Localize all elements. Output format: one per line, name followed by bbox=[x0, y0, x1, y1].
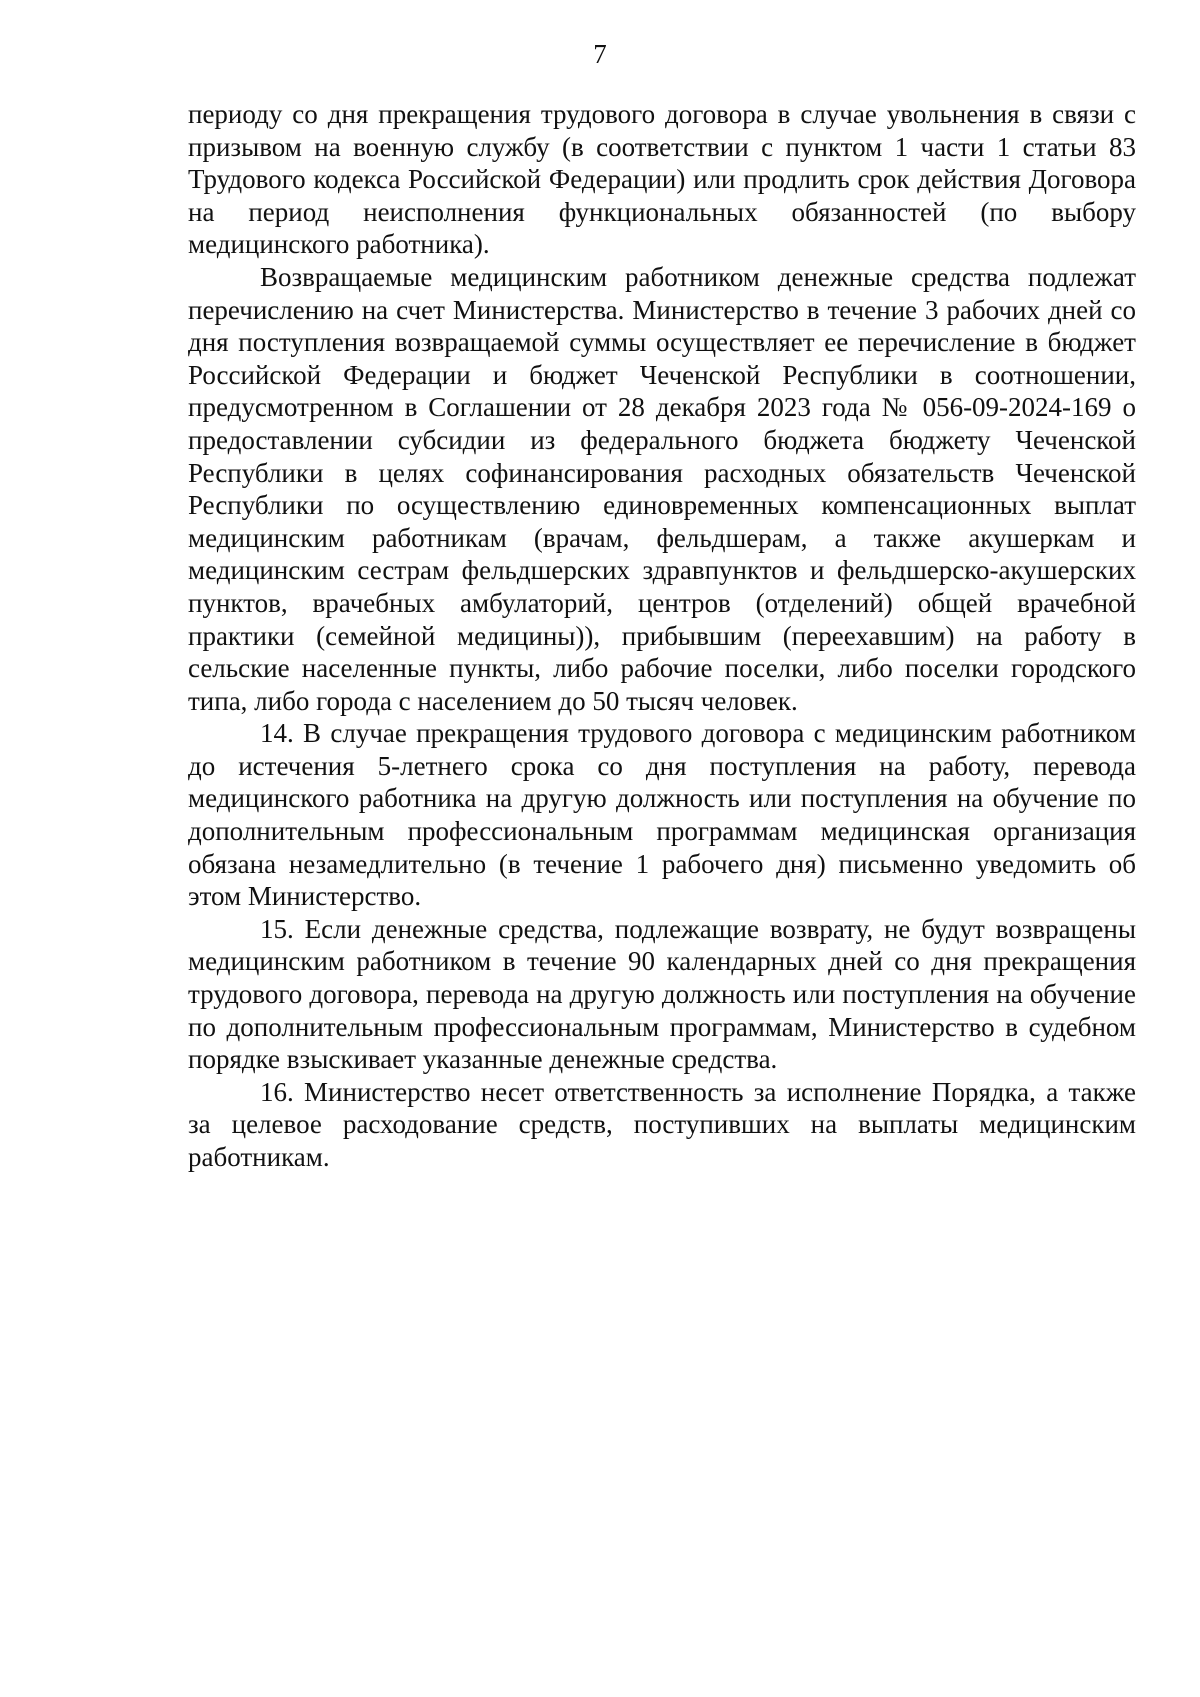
paragraph-14: 14. В случае прекращения трудового договора с медицинским работником до истечения 5-летнего срока со дня поступления на работу, перевода медицинского работника на другую должность или поступления на обучение по дополнительным профессиональным программам медицинская организация обязана незамедлительно (в течение 1 рабочего дня) письменно уведомить об этом Министерство. bbox=[188, 718, 1136, 912]
paragraph-15: 15. Если денежные средства, подлежащие возврату, не будут возвращены медицинским работником в течение 90 календарных дней со дня прекращения трудового договора, перевода на другую должность или поступления на обучение по дополнительным профессиональным программам, Министерство в судебном порядке взыскивает указанные денежные средства. bbox=[188, 913, 1136, 1075]
document-body bbox=[188, 98, 1136, 1174]
paragraph-continuation: периоду со дня прекращения трудового договора в случае увольнения в связи с призывом на военную службу (в соответствии с пунктом 1 части 1 статьи 83 Трудового кодекса Российской Федерации) или продлить срок действия Договора на период неисполнения функциональных обязанностей (по выбору медицинского работника). bbox=[188, 99, 1136, 260]
paragraph-16: 16. Министерство несет ответственность за исполнение Порядка, а также за целевое расходование средств, поступивших на выплаты медицинским работникам. bbox=[188, 1076, 1136, 1172]
paragraph-refund-transfer: Возвращаемые медицинским работником денежные средства подлежат перечислению на счет Министерства. Министерство в течение 3 рабочих дней со дня поступления возвращаемой суммы осуществляет ее перечисление в бюджет Российской Федерации и бюджет Чеченской Республики в соотношении, предусмотренном в Соглашении от 28 декабря 2023 года № 056-09-2024-169 о предоставлении субсидии из федерального бюджета бюджету Чеченской Республики в целях софинансирования расходных обязательств Чеченской Республики по осуществлению единовременных компенсационных выплат медицинским работникам (врачам, фельдшерам, а также акушеркам и медицинским сестрам фельдшерских здравпунктов и фельдшерско-акушерских пунктов, врачебных амбулаторий, центров (отделений) общей врачебной практики (семейной медицины)), прибывшим (переехавшим) на работу в сельские населенные пункты, либо рабочие поселки, либо поселки городского типа, либо города с населением до 50 тысяч человек. bbox=[188, 261, 1136, 716]
page-number: 7 bbox=[593, 39, 607, 69]
